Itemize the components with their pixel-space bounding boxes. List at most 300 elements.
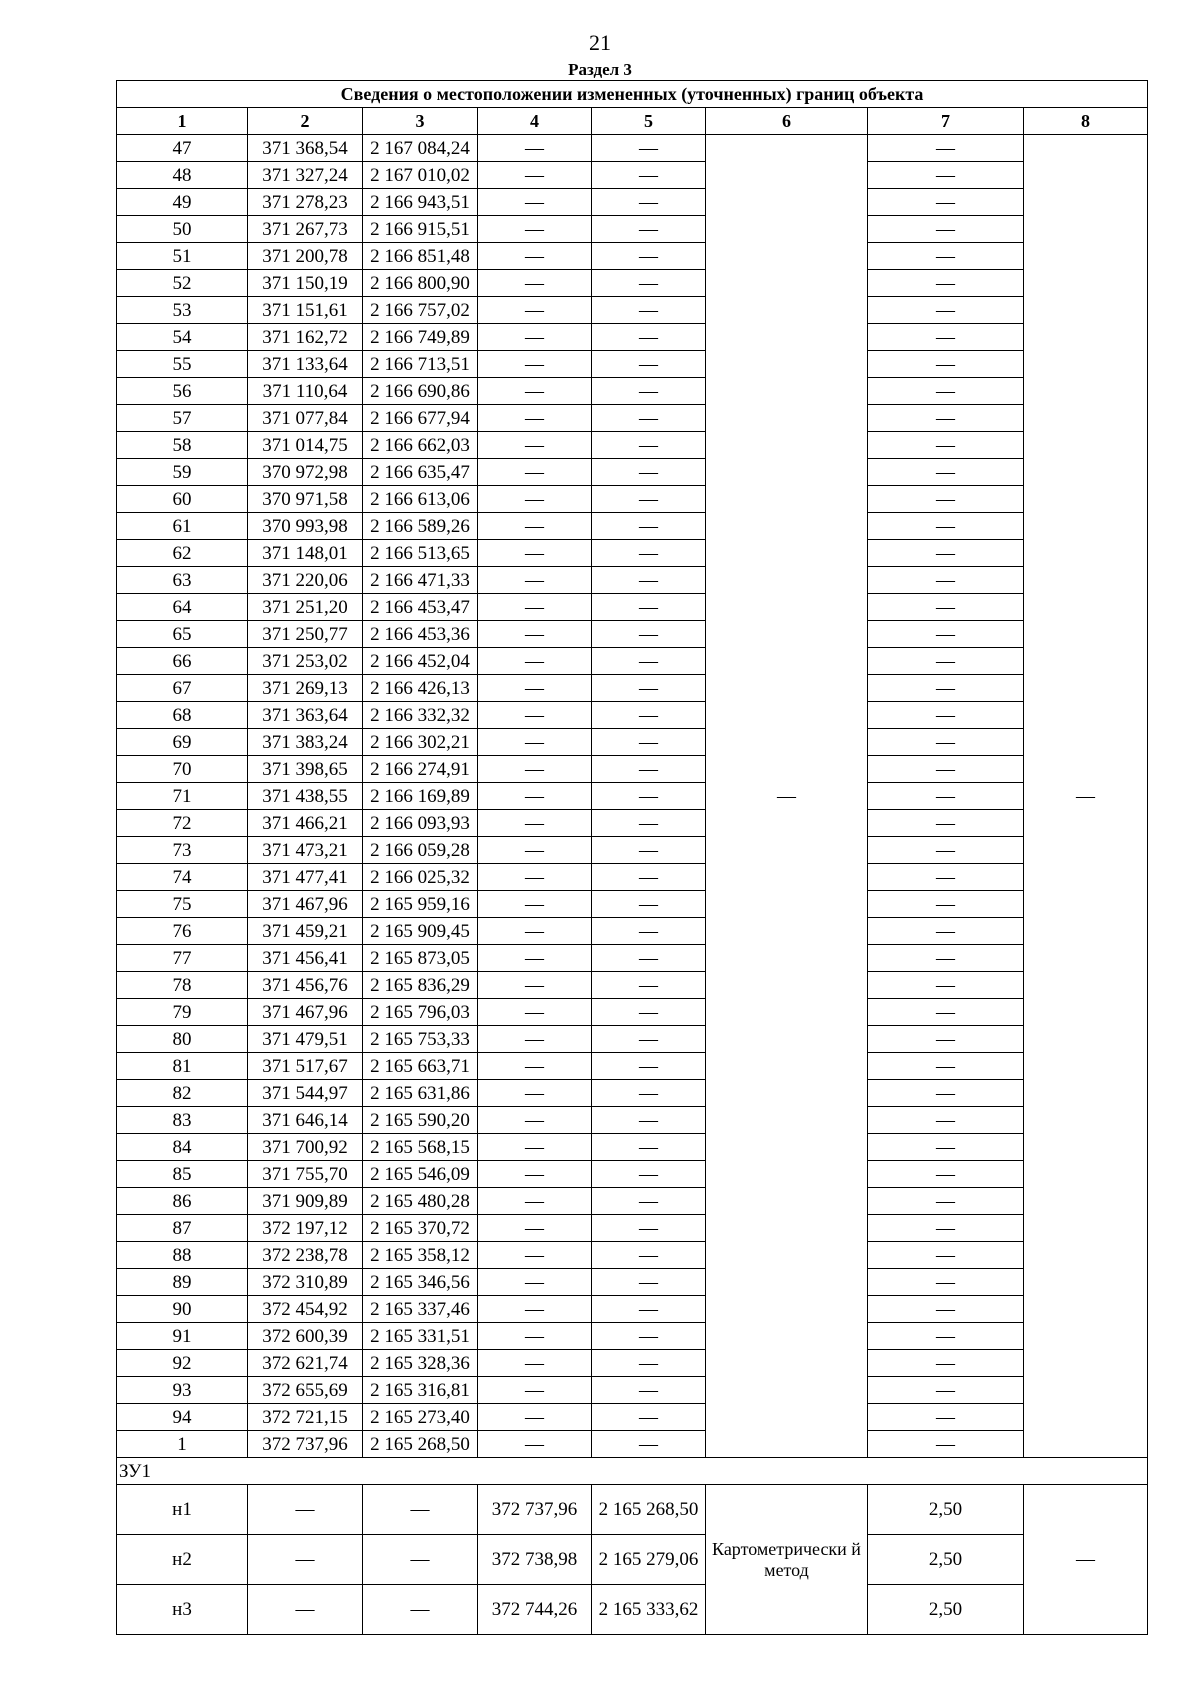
accuracy-cell: — xyxy=(868,1134,1024,1161)
y-coordinate: 2 166 757,02 xyxy=(363,297,478,324)
header-row xyxy=(117,108,1148,135)
y-coordinate: 2 165 631,86 xyxy=(363,1080,478,1107)
table-row xyxy=(117,189,1148,216)
table-row xyxy=(117,675,1148,702)
new-y-coordinate: — xyxy=(592,216,706,243)
table-row xyxy=(117,1080,1148,1107)
new-y-coordinate: — xyxy=(592,135,706,162)
table-row xyxy=(117,1350,1148,1377)
new-y-coordinate: — xyxy=(592,1053,706,1080)
point-number: 71 xyxy=(117,783,248,810)
table-row xyxy=(117,567,1148,594)
x-coordinate: 371 456,76 xyxy=(248,972,363,999)
table-row xyxy=(117,270,1148,297)
y-coordinate: 2 165 268,50 xyxy=(363,1431,478,1458)
y-coordinate: 2 166 943,51 xyxy=(363,189,478,216)
y-coordinate: 2 165 873,05 xyxy=(363,945,478,972)
new-x-coordinate: — xyxy=(478,729,592,756)
new-x-coordinate: — xyxy=(478,513,592,540)
x-coordinate: 371 200,78 xyxy=(248,243,363,270)
table-row xyxy=(117,378,1148,405)
point-number: 59 xyxy=(117,459,248,486)
accuracy-cell: 2,50 xyxy=(868,1535,1024,1585)
accuracy-cell: — xyxy=(868,594,1024,621)
accuracy-cell: — xyxy=(868,432,1024,459)
table-row xyxy=(117,216,1148,243)
new-y-coordinate: — xyxy=(592,837,706,864)
y-coordinate: 2 166 093,93 xyxy=(363,810,478,837)
table-row xyxy=(117,648,1148,675)
x-coordinate: 371 456,41 xyxy=(248,945,363,972)
new-y-coordinate: — xyxy=(592,405,706,432)
x-coordinate: 371 162,72 xyxy=(248,324,363,351)
new-y-coordinate: — xyxy=(592,648,706,675)
new-y-coordinate: — xyxy=(592,1323,706,1350)
x-coordinate: 372 721,15 xyxy=(248,1404,363,1431)
y-coordinate: 2 165 346,56 xyxy=(363,1269,478,1296)
point-number: н2 xyxy=(117,1535,248,1585)
x-coordinate: 371 251,20 xyxy=(248,594,363,621)
accuracy-cell: — xyxy=(868,378,1024,405)
point-number: 47 xyxy=(117,135,248,162)
new-x-coordinate: — xyxy=(478,1188,592,1215)
new-x-coordinate: — xyxy=(478,1323,592,1350)
new-x-coordinate: — xyxy=(478,675,592,702)
new-y-coordinate: — xyxy=(592,1080,706,1107)
y-coordinate: 2 166 749,89 xyxy=(363,324,478,351)
table-caption: Сведения о местоположении измененных (уточненных) границ объекта xyxy=(117,81,1148,108)
new-y-coordinate: — xyxy=(592,1296,706,1323)
accuracy-cell: — xyxy=(868,189,1024,216)
y-coordinate: 2 166 453,47 xyxy=(363,594,478,621)
x-coordinate: 371 466,21 xyxy=(248,810,363,837)
y-coordinate: 2 166 635,47 xyxy=(363,459,478,486)
column-header: 6 xyxy=(706,108,868,135)
y-coordinate: — xyxy=(363,1485,478,1535)
new-y-coordinate: — xyxy=(592,756,706,783)
new-y-coordinate: — xyxy=(592,1026,706,1053)
table-row xyxy=(117,1188,1148,1215)
x-coordinate: 371 077,84 xyxy=(248,405,363,432)
y-coordinate: 2 166 613,06 xyxy=(363,486,478,513)
y-coordinate: 2 165 959,16 xyxy=(363,891,478,918)
new-y-coordinate: — xyxy=(592,1188,706,1215)
table-row xyxy=(117,243,1148,270)
method-cell: — xyxy=(706,135,868,1458)
accuracy-cell: — xyxy=(868,648,1024,675)
table-row xyxy=(117,432,1148,459)
x-coordinate: 371 150,19 xyxy=(248,270,363,297)
new-x-coordinate: — xyxy=(478,1431,592,1458)
new-x-coordinate: — xyxy=(478,432,592,459)
new-x-coordinate: — xyxy=(478,216,592,243)
accuracy-cell: — xyxy=(868,1161,1024,1188)
point-number: 79 xyxy=(117,999,248,1026)
accuracy-cell: — xyxy=(868,1323,1024,1350)
x-coordinate: 370 972,98 xyxy=(248,459,363,486)
y-coordinate: 2 166 274,91 xyxy=(363,756,478,783)
table-row xyxy=(117,1585,1148,1635)
accuracy-cell: — xyxy=(868,756,1024,783)
new-y-coordinate: — xyxy=(592,1107,706,1134)
new-x-coordinate: 372 738,98 xyxy=(478,1535,592,1585)
new-y-coordinate: — xyxy=(592,675,706,702)
new-y-coordinate: — xyxy=(592,459,706,486)
table-row xyxy=(117,1404,1148,1431)
x-coordinate: 371 278,23 xyxy=(248,189,363,216)
point-number: 90 xyxy=(117,1296,248,1323)
table-row xyxy=(117,1377,1148,1404)
table-row xyxy=(117,1134,1148,1161)
new-y-coordinate: — xyxy=(592,972,706,999)
y-coordinate: 2 166 851,48 xyxy=(363,243,478,270)
point-number: 91 xyxy=(117,1323,248,1350)
accuracy-cell: — xyxy=(868,810,1024,837)
y-coordinate: 2 167 084,24 xyxy=(363,135,478,162)
point-number: 88 xyxy=(117,1242,248,1269)
new-x-coordinate: — xyxy=(478,1296,592,1323)
point-number: 94 xyxy=(117,1404,248,1431)
new-y-coordinate: — xyxy=(592,324,706,351)
table-row xyxy=(117,540,1148,567)
table-row xyxy=(117,783,1148,810)
y-coordinate: 2 166 677,94 xyxy=(363,405,478,432)
x-coordinate: 371 250,77 xyxy=(248,621,363,648)
accuracy-cell: — xyxy=(868,216,1024,243)
accuracy-cell: — xyxy=(868,135,1024,162)
y-coordinate: 2 166 025,32 xyxy=(363,864,478,891)
x-coordinate: — xyxy=(248,1535,363,1585)
table-row xyxy=(117,405,1148,432)
table-row xyxy=(117,486,1148,513)
new-y-coordinate: — xyxy=(592,864,706,891)
new-y-coordinate: — xyxy=(592,918,706,945)
point-number: 78 xyxy=(117,972,248,999)
table-row xyxy=(117,594,1148,621)
new-x-coordinate: — xyxy=(478,351,592,378)
y-coordinate: 2 167 010,02 xyxy=(363,162,478,189)
table-row xyxy=(117,972,1148,999)
x-coordinate: 370 993,98 xyxy=(248,513,363,540)
accuracy-cell: — xyxy=(868,729,1024,756)
point-number: 48 xyxy=(117,162,248,189)
new-x-coordinate: 372 737,96 xyxy=(478,1485,592,1535)
y-coordinate: 2 166 915,51 xyxy=(363,216,478,243)
new-y-coordinate: — xyxy=(592,1161,706,1188)
y-coordinate: 2 165 480,28 xyxy=(363,1188,478,1215)
new-y-coordinate: — xyxy=(592,270,706,297)
point-number: 49 xyxy=(117,189,248,216)
table-row xyxy=(117,621,1148,648)
new-x-coordinate: — xyxy=(478,918,592,945)
column-header: 7 xyxy=(868,108,1024,135)
table-row xyxy=(117,1053,1148,1080)
x-coordinate: 371 459,21 xyxy=(248,918,363,945)
table-row xyxy=(117,756,1148,783)
parcel-label: ЗУ1 xyxy=(117,1458,1148,1485)
x-coordinate: 372 737,96 xyxy=(248,1431,363,1458)
y-coordinate: 2 166 713,51 xyxy=(363,351,478,378)
new-x-coordinate: — xyxy=(478,1269,592,1296)
accuracy-cell: — xyxy=(868,864,1024,891)
table-row xyxy=(117,1215,1148,1242)
table-row xyxy=(117,918,1148,945)
table-row xyxy=(117,1431,1148,1458)
x-coordinate: 371 363,64 xyxy=(248,702,363,729)
point-number: 52 xyxy=(117,270,248,297)
boundaries-table xyxy=(116,80,1148,1635)
x-coordinate: 371 110,64 xyxy=(248,378,363,405)
table-row xyxy=(117,864,1148,891)
new-x-coordinate: — xyxy=(478,1242,592,1269)
table-row xyxy=(117,513,1148,540)
x-coordinate: 372 600,39 xyxy=(248,1323,363,1350)
new-x-coordinate: — xyxy=(478,1080,592,1107)
table-row xyxy=(117,1107,1148,1134)
new-x-coordinate: — xyxy=(478,702,592,729)
new-y-coordinate: — xyxy=(592,513,706,540)
new-y-coordinate: — xyxy=(592,297,706,324)
accuracy-cell: — xyxy=(868,1053,1024,1080)
table-row xyxy=(117,1296,1148,1323)
point-number: 68 xyxy=(117,702,248,729)
column-header: 1 xyxy=(117,108,248,135)
x-coordinate: 372 621,74 xyxy=(248,1350,363,1377)
point-number: 69 xyxy=(117,729,248,756)
point-number: 70 xyxy=(117,756,248,783)
point-number: 56 xyxy=(117,378,248,405)
point-number: 50 xyxy=(117,216,248,243)
y-coordinate: 2 166 690,86 xyxy=(363,378,478,405)
new-y-coordinate: — xyxy=(592,810,706,837)
point-number: 60 xyxy=(117,486,248,513)
new-y-coordinate: 2 165 279,06 xyxy=(592,1535,706,1585)
x-coordinate: 371 327,24 xyxy=(248,162,363,189)
new-x-coordinate: — xyxy=(478,891,592,918)
new-y-coordinate: — xyxy=(592,351,706,378)
new-y-coordinate: — xyxy=(592,891,706,918)
accuracy-cell: — xyxy=(868,1350,1024,1377)
x-coordinate: 371 253,02 xyxy=(248,648,363,675)
column-header: 8 xyxy=(1024,108,1148,135)
new-x-coordinate: — xyxy=(478,1377,592,1404)
y-coordinate: 2 166 059,28 xyxy=(363,837,478,864)
table-row xyxy=(117,1026,1148,1053)
new-x-coordinate: — xyxy=(478,486,592,513)
x-coordinate: 371 544,97 xyxy=(248,1080,363,1107)
x-coordinate: 370 971,58 xyxy=(248,486,363,513)
y-coordinate: 2 166 169,89 xyxy=(363,783,478,810)
x-coordinate: 371 467,96 xyxy=(248,891,363,918)
point-number: 76 xyxy=(117,918,248,945)
new-y-coordinate: — xyxy=(592,243,706,270)
table-row xyxy=(117,324,1148,351)
accuracy-cell: — xyxy=(868,567,1024,594)
y-coordinate: 2 165 590,20 xyxy=(363,1107,478,1134)
new-y-coordinate: — xyxy=(592,189,706,216)
point-number: 77 xyxy=(117,945,248,972)
new-x-coordinate: — xyxy=(478,837,592,864)
y-coordinate: 2 165 358,12 xyxy=(363,1242,478,1269)
point-number: 53 xyxy=(117,297,248,324)
point-number: 87 xyxy=(117,1215,248,1242)
table-row xyxy=(117,729,1148,756)
table-row xyxy=(117,297,1148,324)
y-coordinate: 2 166 662,03 xyxy=(363,432,478,459)
new-y-coordinate: — xyxy=(592,621,706,648)
point-number: 64 xyxy=(117,594,248,621)
new-x-coordinate: — xyxy=(478,378,592,405)
table-row xyxy=(117,945,1148,972)
new-x-coordinate: — xyxy=(478,297,592,324)
new-x-coordinate: — xyxy=(478,648,592,675)
point-number: 66 xyxy=(117,648,248,675)
point-number: 93 xyxy=(117,1377,248,1404)
new-y-coordinate: — xyxy=(592,1350,706,1377)
y-coordinate: 2 165 273,40 xyxy=(363,1404,478,1431)
x-coordinate: 371 646,14 xyxy=(248,1107,363,1134)
description-cell: — xyxy=(1024,135,1148,1458)
y-coordinate: 2 165 316,81 xyxy=(363,1377,478,1404)
new-y-coordinate: — xyxy=(592,783,706,810)
accuracy-cell: — xyxy=(868,891,1024,918)
accuracy-cell: — xyxy=(868,1188,1024,1215)
accuracy-cell: — xyxy=(868,837,1024,864)
point-number: 89 xyxy=(117,1269,248,1296)
new-x-coordinate: — xyxy=(478,567,592,594)
new-y-coordinate: — xyxy=(592,702,706,729)
accuracy-cell: — xyxy=(868,945,1024,972)
accuracy-cell: — xyxy=(868,297,1024,324)
parcel-row xyxy=(117,1458,1148,1485)
y-coordinate: 2 166 513,65 xyxy=(363,540,478,567)
new-x-coordinate: — xyxy=(478,756,592,783)
column-header: 3 xyxy=(363,108,478,135)
accuracy-cell: — xyxy=(868,1431,1024,1458)
point-number: 85 xyxy=(117,1161,248,1188)
x-coordinate: 371 368,54 xyxy=(248,135,363,162)
x-coordinate: 371 151,61 xyxy=(248,297,363,324)
point-number: 72 xyxy=(117,810,248,837)
new-x-coordinate: — xyxy=(478,945,592,972)
point-number: 58 xyxy=(117,432,248,459)
point-number: н1 xyxy=(117,1485,248,1535)
accuracy-cell: 2,50 xyxy=(868,1485,1024,1535)
new-x-coordinate: — xyxy=(478,459,592,486)
new-x-coordinate: — xyxy=(478,1161,592,1188)
x-coordinate: 372 655,69 xyxy=(248,1377,363,1404)
x-coordinate: 371 133,64 xyxy=(248,351,363,378)
point-number: 1 xyxy=(117,1431,248,1458)
new-x-coordinate: — xyxy=(478,540,592,567)
y-coordinate: 2 165 753,33 xyxy=(363,1026,478,1053)
point-number: 80 xyxy=(117,1026,248,1053)
new-x-coordinate: 372 744,26 xyxy=(478,1585,592,1635)
point-number: 54 xyxy=(117,324,248,351)
y-coordinate: 2 165 370,72 xyxy=(363,1215,478,1242)
new-x-coordinate: — xyxy=(478,621,592,648)
new-x-coordinate: — xyxy=(478,1350,592,1377)
new-y-coordinate: — xyxy=(592,594,706,621)
new-y-coordinate: — xyxy=(592,729,706,756)
accuracy-cell: 2,50 xyxy=(868,1585,1024,1635)
new-y-coordinate: — xyxy=(592,1134,706,1161)
y-coordinate: 2 166 589,26 xyxy=(363,513,478,540)
y-coordinate: 2 165 568,15 xyxy=(363,1134,478,1161)
x-coordinate: 371 014,75 xyxy=(248,432,363,459)
x-coordinate: 371 267,73 xyxy=(248,216,363,243)
table-row xyxy=(117,891,1148,918)
page-number: 21 xyxy=(589,30,611,55)
x-coordinate: 372 238,78 xyxy=(248,1242,363,1269)
table-row xyxy=(117,135,1148,162)
y-coordinate: 2 165 836,29 xyxy=(363,972,478,999)
new-y-coordinate: 2 165 268,50 xyxy=(592,1485,706,1535)
new-x-coordinate: — xyxy=(478,1053,592,1080)
table-row xyxy=(117,1269,1148,1296)
new-y-coordinate: — xyxy=(592,1404,706,1431)
table-row xyxy=(117,810,1148,837)
new-y-coordinate: 2 165 333,62 xyxy=(592,1585,706,1635)
accuracy-cell: — xyxy=(868,459,1024,486)
y-coordinate: 2 166 332,32 xyxy=(363,702,478,729)
accuracy-cell: — xyxy=(868,972,1024,999)
y-coordinate: 2 166 471,33 xyxy=(363,567,478,594)
x-coordinate: 371 383,24 xyxy=(248,729,363,756)
y-coordinate: 2 165 337,46 xyxy=(363,1296,478,1323)
new-x-coordinate: — xyxy=(478,1107,592,1134)
accuracy-cell: — xyxy=(868,675,1024,702)
y-coordinate: 2 165 663,71 xyxy=(363,1053,478,1080)
new-y-coordinate: — xyxy=(592,1242,706,1269)
accuracy-cell: — xyxy=(868,1242,1024,1269)
new-y-coordinate: — xyxy=(592,1377,706,1404)
accuracy-cell: — xyxy=(868,783,1024,810)
accuracy-cell: — xyxy=(868,270,1024,297)
y-coordinate: 2 165 546,09 xyxy=(363,1161,478,1188)
accuracy-cell: — xyxy=(868,918,1024,945)
accuracy-cell: — xyxy=(868,513,1024,540)
accuracy-cell: — xyxy=(868,162,1024,189)
new-y-coordinate: — xyxy=(592,432,706,459)
point-number: 75 xyxy=(117,891,248,918)
y-coordinate: 2 166 302,21 xyxy=(363,729,478,756)
x-coordinate: 371 438,55 xyxy=(248,783,363,810)
y-coordinate: 2 166 452,04 xyxy=(363,648,478,675)
table-row xyxy=(117,999,1148,1026)
accuracy-cell: — xyxy=(868,405,1024,432)
new-x-coordinate: — xyxy=(478,324,592,351)
table-row xyxy=(117,702,1148,729)
y-coordinate: — xyxy=(363,1535,478,1585)
accuracy-cell: — xyxy=(868,1404,1024,1431)
point-number: 57 xyxy=(117,405,248,432)
point-number: 84 xyxy=(117,1134,248,1161)
table-row xyxy=(117,837,1148,864)
x-coordinate: 371 479,51 xyxy=(248,1026,363,1053)
x-coordinate: 371 755,70 xyxy=(248,1161,363,1188)
new-y-coordinate: — xyxy=(592,540,706,567)
accuracy-cell: — xyxy=(868,1377,1024,1404)
new-y-coordinate: — xyxy=(592,1431,706,1458)
accuracy-cell: — xyxy=(868,351,1024,378)
y-coordinate: 2 166 426,13 xyxy=(363,675,478,702)
accuracy-cell: — xyxy=(868,999,1024,1026)
point-number: 55 xyxy=(117,351,248,378)
new-x-coordinate: — xyxy=(478,810,592,837)
new-y-coordinate: — xyxy=(592,999,706,1026)
new-x-coordinate: — xyxy=(478,783,592,810)
